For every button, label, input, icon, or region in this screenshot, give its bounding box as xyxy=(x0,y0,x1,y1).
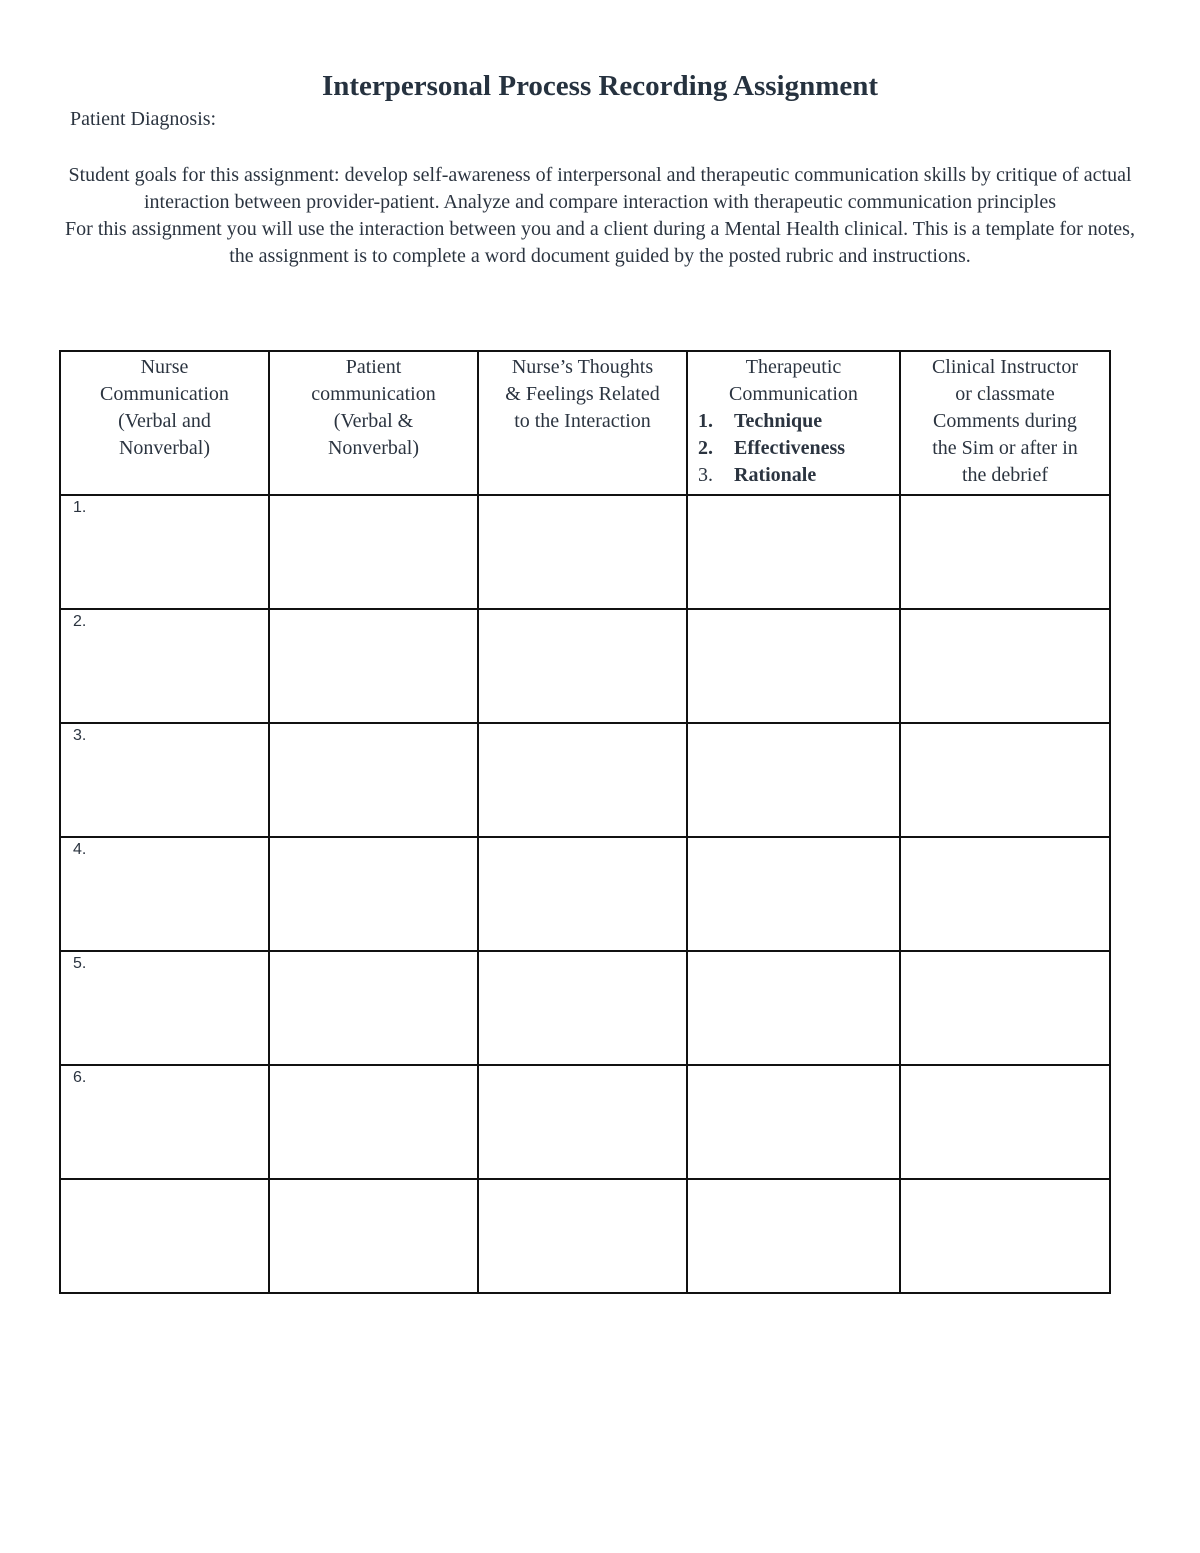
header-nurse-thoughts-feelings: Nurse’s Thoughts & Feelings Related to the Interaction xyxy=(478,351,687,495)
table-cell[interactable] xyxy=(60,495,269,609)
document-title: Interpersonal Process Recording Assignment xyxy=(321,70,879,102)
list-item-effectiveness: 2. Effectiveness xyxy=(698,437,846,459)
table-cell[interactable] xyxy=(478,951,687,1065)
table-cell[interactable] xyxy=(687,723,900,837)
row-number: 4. xyxy=(73,841,87,858)
table-cell[interactable] xyxy=(900,837,1110,951)
table-cell[interactable] xyxy=(478,837,687,951)
table-header-row xyxy=(60,351,1110,495)
table-cell[interactable] xyxy=(478,495,687,609)
list-item-technique: 1. Technique xyxy=(698,410,823,432)
header-clinical-instructor-comments: Clinical Instructor or classmate Comments during the Sim or after in the debrief xyxy=(900,351,1110,495)
table-cell[interactable] xyxy=(269,495,478,609)
table-cell[interactable] xyxy=(478,1179,687,1293)
table-cell[interactable] xyxy=(269,1179,478,1293)
patient-diagnosis-label: Patient Diagnosis: xyxy=(70,108,217,130)
row-number: 1. xyxy=(73,499,87,516)
table-row xyxy=(60,1065,1110,1179)
header-patient-communication: Patient communication (Verbal & Nonverbal) xyxy=(269,351,478,495)
table-row xyxy=(60,1179,1110,1293)
row-number xyxy=(61,1180,268,1183)
table-cell[interactable] xyxy=(269,609,478,723)
table-row xyxy=(60,495,1110,609)
table-cell[interactable] xyxy=(687,837,900,951)
table-cell[interactable] xyxy=(900,951,1110,1065)
therapeutic-communication-list xyxy=(688,408,899,489)
table-row xyxy=(60,951,1110,1065)
table-cell[interactable] xyxy=(687,1179,900,1293)
table-cell[interactable] xyxy=(269,837,478,951)
table-cell[interactable] xyxy=(900,609,1110,723)
row-number: 5. xyxy=(73,955,87,972)
table-row xyxy=(60,723,1110,837)
table-cell[interactable] xyxy=(60,837,269,951)
table-cell[interactable] xyxy=(269,723,478,837)
table-cell[interactable] xyxy=(60,723,269,837)
table-row xyxy=(60,609,1110,723)
table-cell[interactable] xyxy=(900,1179,1110,1293)
list-item-rationale: 3. Rationale xyxy=(698,464,817,486)
table-cell[interactable] xyxy=(269,951,478,1065)
row-number: 2. xyxy=(73,613,87,630)
process-recording-table xyxy=(59,350,1111,1294)
table-cell[interactable] xyxy=(478,723,687,837)
table-cell[interactable] xyxy=(60,1179,269,1293)
row-number: 6. xyxy=(73,1069,87,1086)
table-cell[interactable] xyxy=(60,609,269,723)
header-nurse-communication: Nurse Communication (Verbal and Nonverbal) xyxy=(60,351,269,495)
row-number: 3. xyxy=(73,727,87,744)
table-cell[interactable] xyxy=(900,1065,1110,1179)
table-cell[interactable] xyxy=(900,495,1110,609)
table-cell[interactable] xyxy=(687,951,900,1065)
table-cell[interactable] xyxy=(60,951,269,1065)
table-cell[interactable] xyxy=(687,495,900,609)
goals-paragraph: Student goals for this assignment: develop self-awareness of interpersonal and therapeutic communication skills by critique of actual interaction between provider-patient. Analyze and compare interaction with therapeutic communication principles xyxy=(68,164,1132,213)
table-cell[interactable] xyxy=(687,1065,900,1179)
table-row xyxy=(60,837,1110,951)
table-cell[interactable] xyxy=(60,1065,269,1179)
table-cell[interactable] xyxy=(478,609,687,723)
table-cell[interactable] xyxy=(269,1065,478,1179)
table-cell[interactable] xyxy=(478,1065,687,1179)
instructions-paragraph: For this assignment you will use the interaction between you and a client during a Mental Health clinical. This is a template for notes, the assignment is to complete a word document guided by the posted rubric and instructions. xyxy=(65,218,1135,267)
table-cell[interactable] xyxy=(687,609,900,723)
assignment-description xyxy=(62,162,1138,270)
header-therapeutic-communication: Therapeutic Communication 1. Technique 2. Effectiveness 3. Rationale xyxy=(687,351,900,495)
table-cell[interactable] xyxy=(900,723,1110,837)
